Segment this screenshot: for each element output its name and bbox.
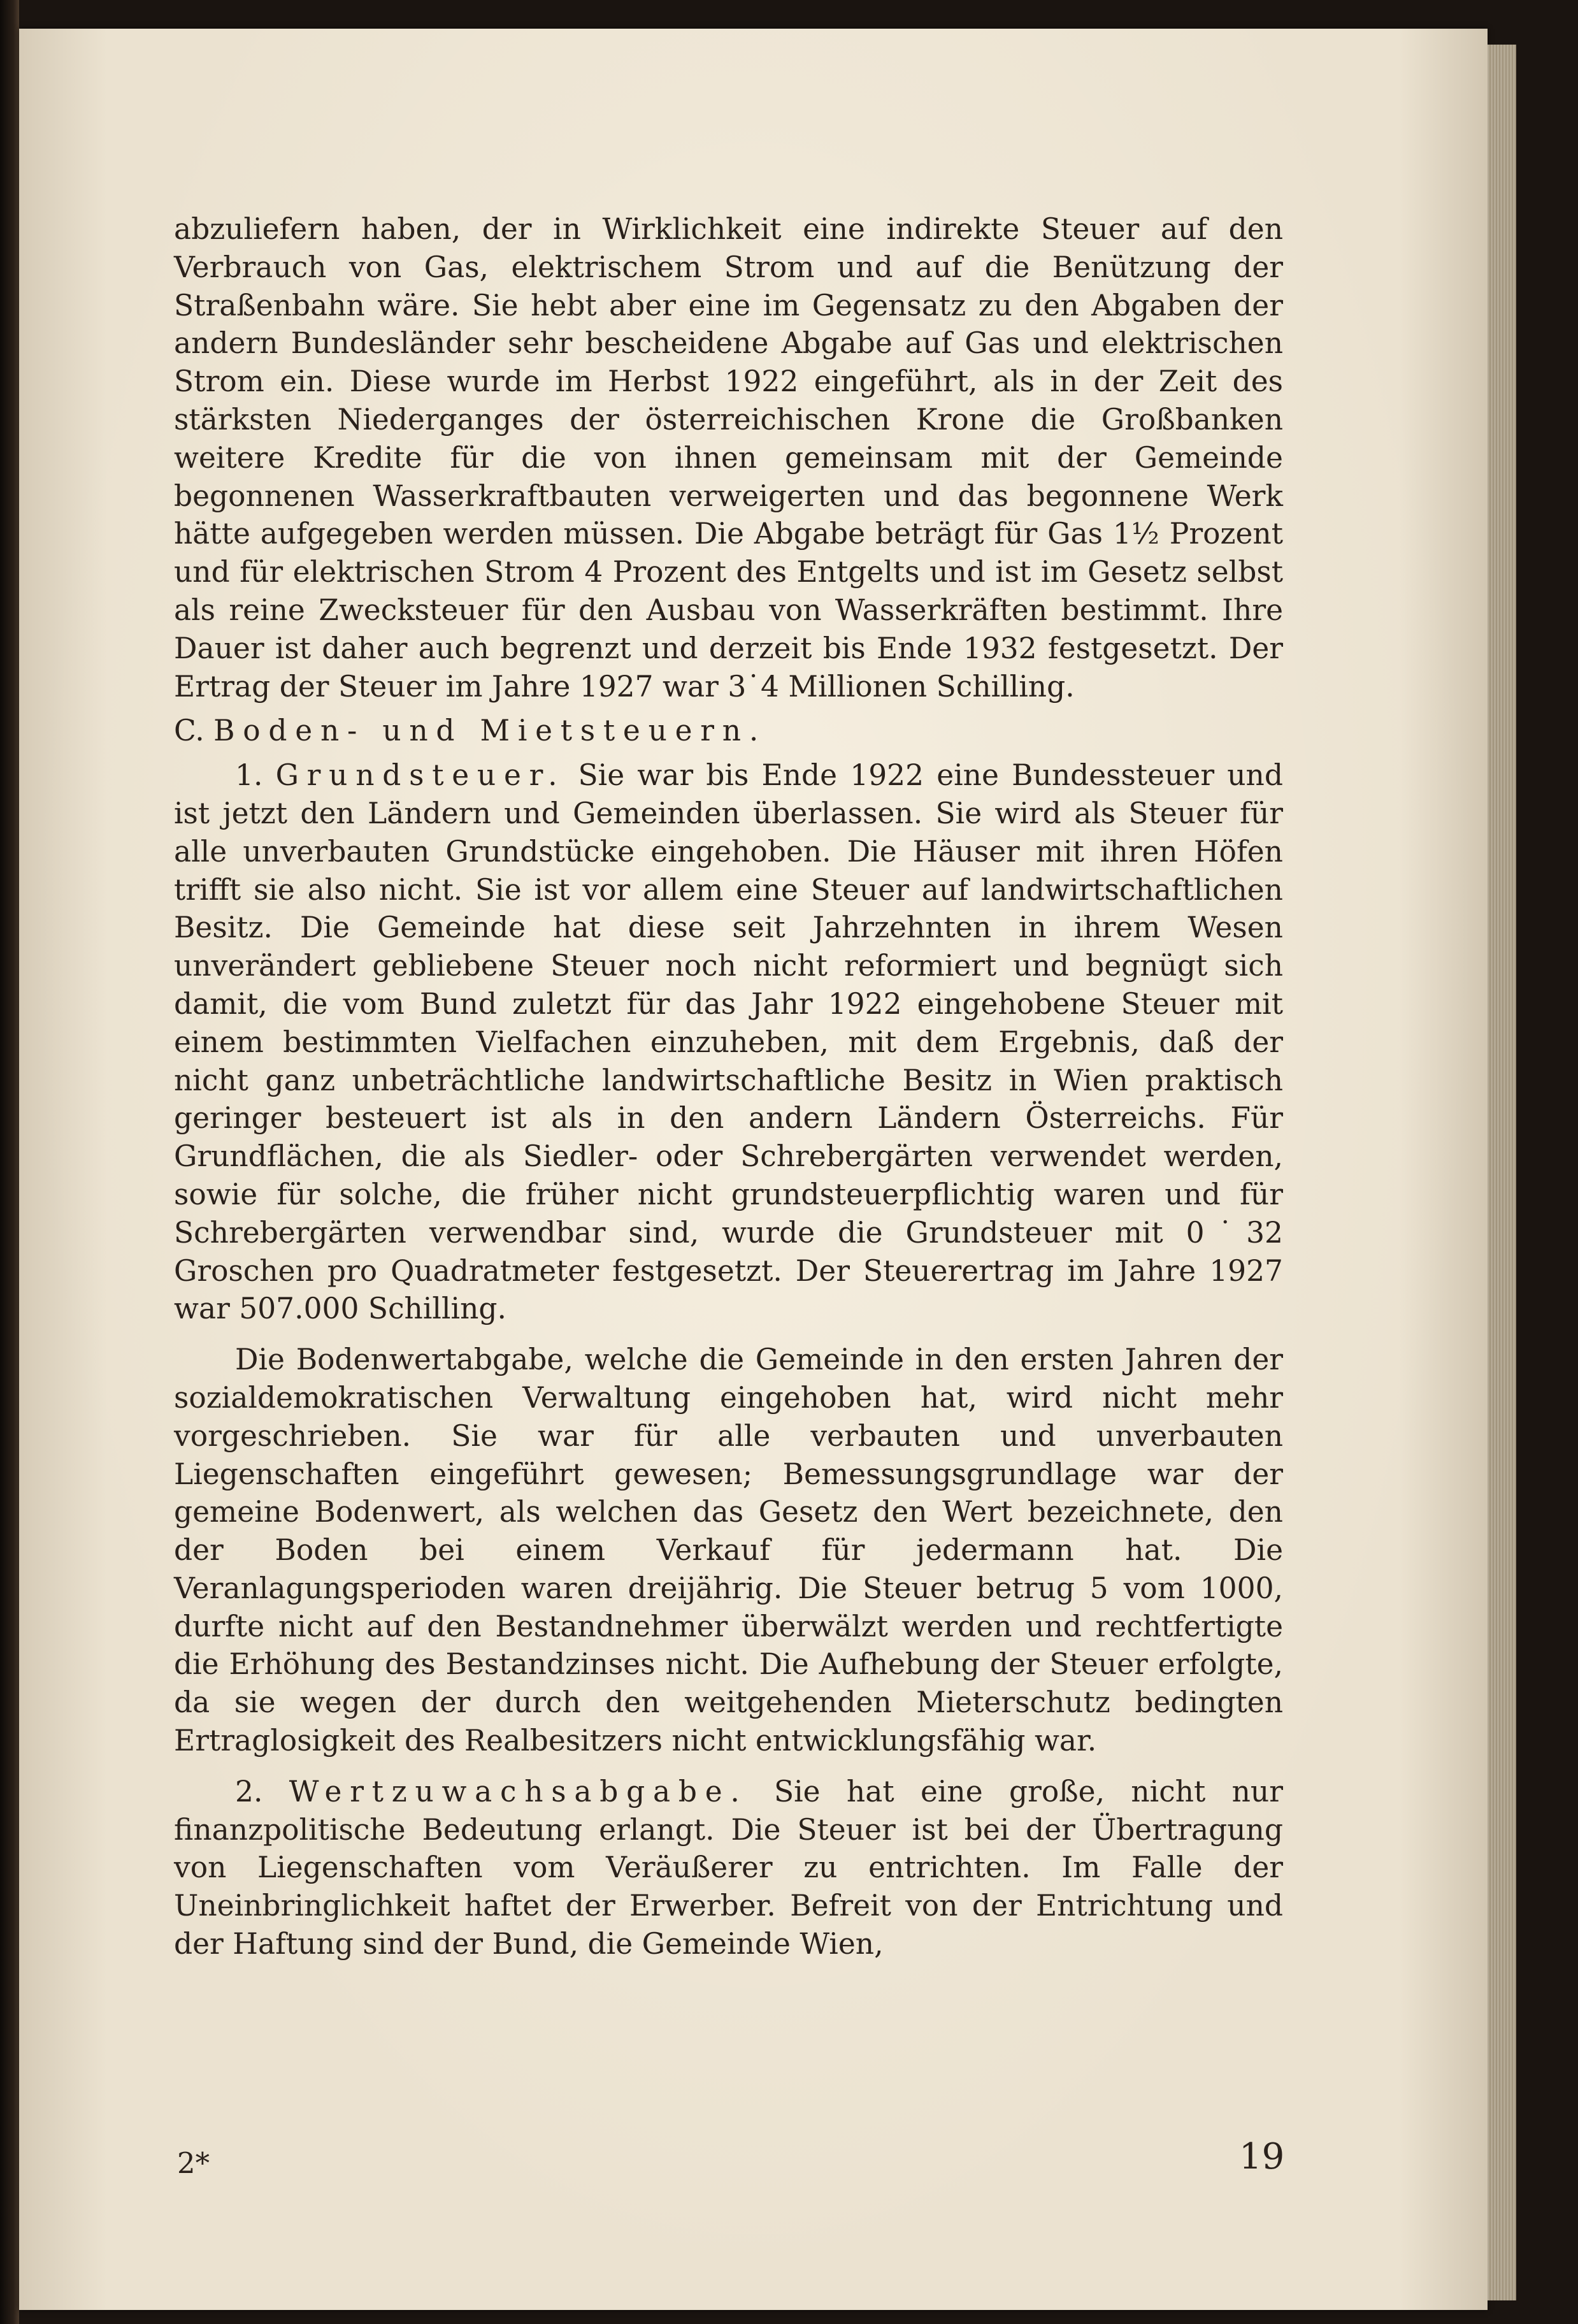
page-edges xyxy=(1488,45,1516,2300)
section-heading xyxy=(174,712,1283,750)
sheet-signature: 2* xyxy=(177,2146,210,2180)
paragraph-grundsteuer xyxy=(174,756,1283,1328)
paragraph-wertzuwachsabgabe xyxy=(174,1773,1283,1963)
book-binding xyxy=(0,0,19,2324)
section-number: 1. xyxy=(235,758,263,793)
heading-prefix: C. xyxy=(174,714,204,748)
paragraph-body: abzuliefern haben, der in Wirklichkeit eine indirekte Steuer auf den Verbrauch von Gas, elektrischem Strom und auf die Benützung der Straßenbahn wäre. Sie hebt aber eine im Gegensatz zu den Abgaben der andern Bundesländer sehr bescheidene Abgabe auf Gas und elektrischen Strom ein. Diese wurde im Herbst 1922 eingeführt, als in der Zeit des stärksten Niederganges der österreichischen Krone die Großbanken weitere Kredite für die von ihnen gemeinsam mit der Gemeinde begonnenen Wasserkraftbauten verweigerten und das begonnene Werk hätte aufgegeben werden müssen. Die Abgabe beträgt für Gas 1½ Prozent und für elektrischen Strom 4 Prozent des Entgelts und ist im Gesetz selbst als reine Zwecksteuer für den Ausbau von Wasserkräften bestimmt. Ihre Dauer ist daher auch begrenzt und derzeit bis Ende 1932 festgesetzt. Der Ertrag der Steuer im Jahre 1927 war 3˙4 Millionen Schilling. xyxy=(174,212,1283,704)
heading-title: Boden- und Mietsteuern. xyxy=(213,714,767,748)
section-text: Sie war bis Ende 1922 eine Bundessteuer und ist jetzt den Ländern und Gemeinden überlassen. Sie wird als Steuer für alle unverbauten Grundstücke eingehoben. Die Häuser mit ihren Höfen trifft sie also nicht. Sie ist vor allem eine Steuer auf landwirtschaftlichen Besitz. Die Gemeinde hat diese seit Jahrzehnten in ihrem Wesen unverändert gebliebene Steuer noch nicht reformiert und begnügt sich damit, die vom Bund zuletzt für das Jahr 1922 eingehobene Steuer mit einem bestimmten Vielfachen einzuheben, mit dem Ergebnis, daß der nicht ganz unbeträchtliche landwirtschaftliche Besitz in Wien praktisch geringer besteuert ist als in den andern Ländern Österreichs. Für Grundflächen, die als Siedler- oder Schrebergärten verwendet werden, sowie für solche, die früher nicht grundsteuerpflichtig waren und für Schrebergärten verwendbar sind, wurde die Grundsteuer mit 0˙32 Groschen pro Quadratmeter festgesetzt. Der Steuerertrag im Jahre 1927 war 507.000 Schilling. xyxy=(174,758,1283,1326)
page-text xyxy=(174,210,1283,1963)
section-title: Grundsteuer. xyxy=(275,758,566,793)
section-text: Sie hat eine große, nicht nur finanzpolitische Bedeutung erlangt. Die Steuer ist bei der Übertragung von Liegenschaften vom Veräußerer zu entrichten. Im Falle der Uneinbringlichkeit haftet der Erwerber. Befreit von der Entrichtung und der Haftung sind der Bund, die Gemeinde Wien, xyxy=(174,1774,1283,1961)
section-title: Wertzuwachsabgabe. xyxy=(289,1774,748,1808)
paragraph-bodenwertabgabe: Die Bodenwertabgabe, welche die Gemeinde in den ersten Jahren der sozialdemokratischen Verwaltung eingehoben hat, wird nicht mehr vorgeschrieben. Sie war für alle verbauten und unverbauten Liegenschaften eingeführt gewesen; Bemessungsgrundlage war der gemeine Bodenwert, als welchen das Gesetz den Wert bezeichnete, den der Boden bei einem Verkauf für jedermann hat. Die Veranlagungsperioden waren dreijährig. Die Steuer betrug 5 vom 1000, durfte nicht auf den Bestandnehmer überwälzt werden und rechtfertigte die Erhöhung des Bestandzinses nicht. Die Aufhebung der Steuer erfolgte, da sie wegen der durch den weitgehenden Mieterschutz bedingten Ertraglosigkeit des Realbesitzers nicht entwicklungsfähig war. xyxy=(174,1343,1283,1758)
page-number: 19 xyxy=(1239,2136,1285,2177)
section-number: 2. xyxy=(235,1774,263,1808)
